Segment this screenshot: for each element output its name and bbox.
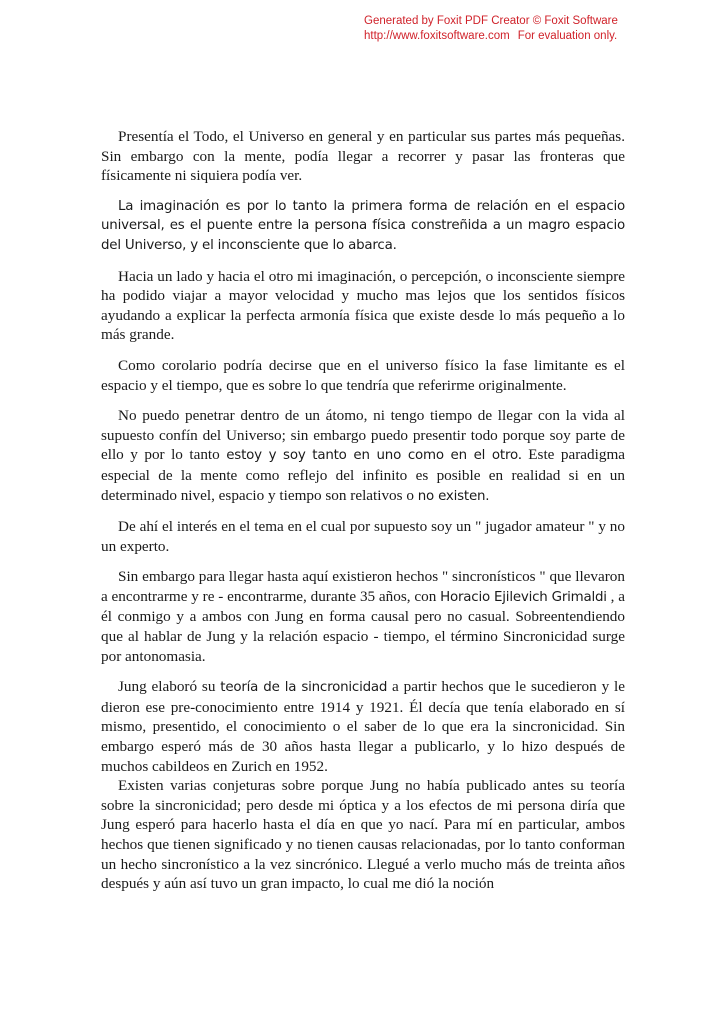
paragraph-8-emphasis: teoría de la sincronicidad	[220, 680, 388, 696]
paragraph-7	[101, 567, 625, 666]
watermark-url: http://www.foxitsoftware.com	[364, 30, 510, 42]
watermark-line-2	[364, 29, 618, 44]
paragraph-2: La imaginación es por lo tanto la primera forma de relación en el espacio universal, es el puente entre la persona física constreñida a un magro espacio del Universo, y el inconsciente que lo abarca.	[101, 198, 625, 253]
paragraph-8-text-c: a partir hechos que le sucedieron y le dieron ese pre-conocimiento entre 1914 y 1921. Él decía que tenía elaborado en sí mismo, presentido, el conocimiento o el saber de lo que era la sincronicidad. Sin embargo esperó más de 30 años hasta llegar a publicarlo, y lo hizo después de muchos cabildeos en Zurich en 1952.	[101, 678, 625, 775]
paragraph-6: De ahí el interés en el tema en el cual por supuesto soy un " jugador amateur " y no un experto.	[101, 518, 625, 555]
paragraph-3: Hacia un lado y hacia el otro mi imaginación, o percepción, o inconsciente siempre ha podido viajar a mayor velocidad y mucho mas lejos que los sentidos físicos ayudando a explicar la perfecta armonía física que existe desde lo más pequeño a lo más grande.	[101, 267, 625, 344]
paragraph-7-name: Horacio Ejilevich Grimaldi	[440, 589, 607, 605]
document-body	[101, 127, 625, 905]
paragraph-7-text-a: Sin embargo para llegar hasta aquí existieron hechos " sincronísticos " que llevaron a encontrarme y re - encontrarme, durante 35 años, con	[101, 568, 625, 605]
paragraph-4: Como corolario podría decirse que en el universo físico la fase limitante es el espacio y el tiempo, que es sobre lo que tendría que referirme originalmente.	[101, 356, 625, 394]
watermark-line-1: Generated by Foxit PDF Creator © Foxit Software	[364, 15, 618, 27]
watermark-note: For evaluation only.	[517, 30, 618, 42]
paragraph-9: Existen varias conjeturas sobre porque Jung no había publicado antes su teoría sobre la sincronicidad; pero desde mi óptica y a los efectos de mi persona diría que Jung esperó para hacerlo hasta el día en que yo nací. Para mí en particular, ambos hechos que tienen significado y no tienen causas relacionadas, por lo tanto conforman un hecho sincronístico a la vez sincrónico. Llegué a verlo mucho más de treinta años después y aún así tuvo un gran impacto, lo cual me dió la noción	[101, 777, 625, 893]
paragraph-5	[101, 406, 625, 506]
foxit-watermark	[364, 14, 618, 44]
paragraph-5-emphasis-2: no existen.	[417, 488, 490, 504]
paragraph-5-text-c: . Este paradigma especial de la mente como reflejo del infinito es posible en realidad si en un determinado nivel, espacio y tiempo son relativos o	[101, 446, 626, 504]
paragraph-1: Presentía el Todo, el Universo en general y en particular sus partes más pequeñas. Sin embargo con la mente, podía llegar a recorrer y pasar las fronteras que físicamente ni siquiera podía ver.	[101, 128, 625, 185]
paragraph-8-text-a: Jung elaboró su	[118, 678, 221, 696]
paragraph-8	[101, 677, 625, 776]
paragraph-5-text-a: No puedo penetrar dentro de un átomo, ni tengo tiempo de llegar con la vida al supuesto confín del Universo; sin embargo puedo presentir todo porque soy parte de ello y por lo tanto	[101, 407, 625, 464]
paragraph-7-text-c: , a él conmigo y a ambos con Jung en forma causal pero no casual. Sobreentendiendo que al hablar de Jung y la relación espacio - tiempo, el término Sincronicidad surge por antonomasia.	[101, 587, 625, 665]
paragraph-5-emphasis-1: estoy y soy tanto en uno como en el otro	[226, 448, 518, 464]
